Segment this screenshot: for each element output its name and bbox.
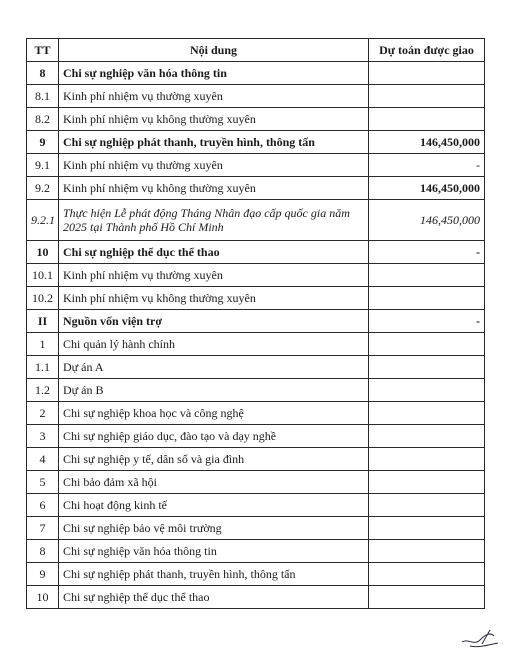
table-row [27, 563, 485, 586]
table-row [27, 62, 485, 85]
row-number: 8 [27, 62, 59, 85]
row-content: Kinh phí nhiệm vụ thường xuyên [59, 85, 369, 108]
row-number: 7 [27, 517, 59, 540]
row-number: 10.2 [27, 287, 59, 310]
row-amount [369, 356, 485, 379]
row-number: 8.2 [27, 108, 59, 131]
row-amount: 146,450,000 [369, 200, 485, 241]
row-content: Dự án B [59, 379, 369, 402]
row-content: Chi sự nghiệp giáo dục, đào tạo và dạy nghề [59, 425, 369, 448]
row-content: Chi bảo đảm xã hội [59, 471, 369, 494]
row-number: 10 [27, 586, 59, 609]
row-amount [369, 379, 485, 402]
row-content: Chi sự nghiệp phát thanh, truyền hình, thông tấn [59, 563, 369, 586]
row-amount: - [369, 154, 485, 177]
table-row [27, 471, 485, 494]
row-number: 8.1 [27, 85, 59, 108]
row-content: Chi sự nghiệp bảo vệ môi trường [59, 517, 369, 540]
row-amount [369, 108, 485, 131]
row-content: Kinh phí nhiệm vụ không thường xuyên [59, 108, 369, 131]
row-content: Chi hoạt động kinh tế [59, 494, 369, 517]
row-number: 9.2 [27, 177, 59, 200]
table-row [27, 517, 485, 540]
row-amount [369, 402, 485, 425]
row-number: 2 [27, 402, 59, 425]
row-amount [369, 448, 485, 471]
row-number: 8 [27, 540, 59, 563]
row-content: Nguồn vốn viện trợ [59, 310, 369, 333]
row-amount [369, 264, 485, 287]
row-amount [369, 287, 485, 310]
table-row [27, 200, 485, 241]
signature-mark [460, 626, 500, 650]
row-number: 1.2 [27, 379, 59, 402]
row-amount [369, 425, 485, 448]
row-number: II [27, 310, 59, 333]
row-content: Chi sự nghiệp khoa học và công nghệ [59, 402, 369, 425]
table-row [27, 85, 485, 108]
row-content: Thực hiện Lễ phát động Tháng Nhân đạo cấp quốc gia năm 2025 tại Thành phố Hồ Chí Minh [59, 200, 369, 241]
row-amount [369, 494, 485, 517]
row-content: Kinh phí nhiệm vụ không thường xuyên [59, 177, 369, 200]
row-amount [369, 333, 485, 356]
table-row [27, 177, 485, 200]
table-row [27, 333, 485, 356]
row-number: 4 [27, 448, 59, 471]
row-content: Chi sự nghiệp y tế, dân số và gia đình [59, 448, 369, 471]
row-content: Chi sự nghiệp thể dục thể thao [59, 241, 369, 264]
row-content: Chi quản lý hành chính [59, 333, 369, 356]
table-header-row [27, 39, 485, 62]
table-row [27, 494, 485, 517]
row-number: 10 [27, 241, 59, 264]
row-number: 9 [27, 563, 59, 586]
row-number: 9.2.1 [27, 200, 59, 241]
row-amount [369, 517, 485, 540]
table-row [27, 586, 485, 609]
row-amount [369, 563, 485, 586]
row-number: 5 [27, 471, 59, 494]
row-number: 3 [27, 425, 59, 448]
row-content: Chi sự nghiệp thể dục thể thao [59, 586, 369, 609]
header-tt: TT [27, 39, 59, 62]
table-row [27, 287, 485, 310]
row-number: 9 [27, 131, 59, 154]
table-row [27, 402, 485, 425]
table-row [27, 379, 485, 402]
row-content: Chi sự nghiệp văn hóa thông tin [59, 62, 369, 85]
row-number: 1.1 [27, 356, 59, 379]
row-content: Kinh phí nhiệm vụ không thường xuyên [59, 287, 369, 310]
row-number: 1 [27, 333, 59, 356]
row-amount [369, 471, 485, 494]
row-amount: - [369, 241, 485, 264]
table-row [27, 154, 485, 177]
table-row [27, 356, 485, 379]
row-content: Dự án A [59, 356, 369, 379]
table-row [27, 108, 485, 131]
row-amount [369, 85, 485, 108]
table-row [27, 448, 485, 471]
row-content: Chi sự nghiệp văn hóa thông tin [59, 540, 369, 563]
table-row [27, 131, 485, 154]
table-body [27, 62, 485, 609]
row-amount: 146,450,000 [369, 177, 485, 200]
row-amount: 146,450,000 [369, 131, 485, 154]
row-number: 10.1 [27, 264, 59, 287]
row-amount [369, 62, 485, 85]
row-content: Kinh phí nhiệm vụ thường xuyên [59, 154, 369, 177]
row-number: 9.1 [27, 154, 59, 177]
header-estimate: Dự toán được giao [369, 39, 485, 62]
budget-table [26, 38, 485, 609]
row-content: Kinh phí nhiệm vụ thường xuyên [59, 264, 369, 287]
row-amount: - [369, 310, 485, 333]
budget-document [26, 38, 484, 609]
table-row [27, 264, 485, 287]
row-number: 6 [27, 494, 59, 517]
table-row [27, 425, 485, 448]
row-amount [369, 586, 485, 609]
row-amount [369, 540, 485, 563]
table-row [27, 241, 485, 264]
table-row [27, 310, 485, 333]
header-content: Nội dung [59, 39, 369, 62]
row-content: Chi sự nghiệp phát thanh, truyền hình, thông tấn [59, 131, 369, 154]
table-row [27, 540, 485, 563]
